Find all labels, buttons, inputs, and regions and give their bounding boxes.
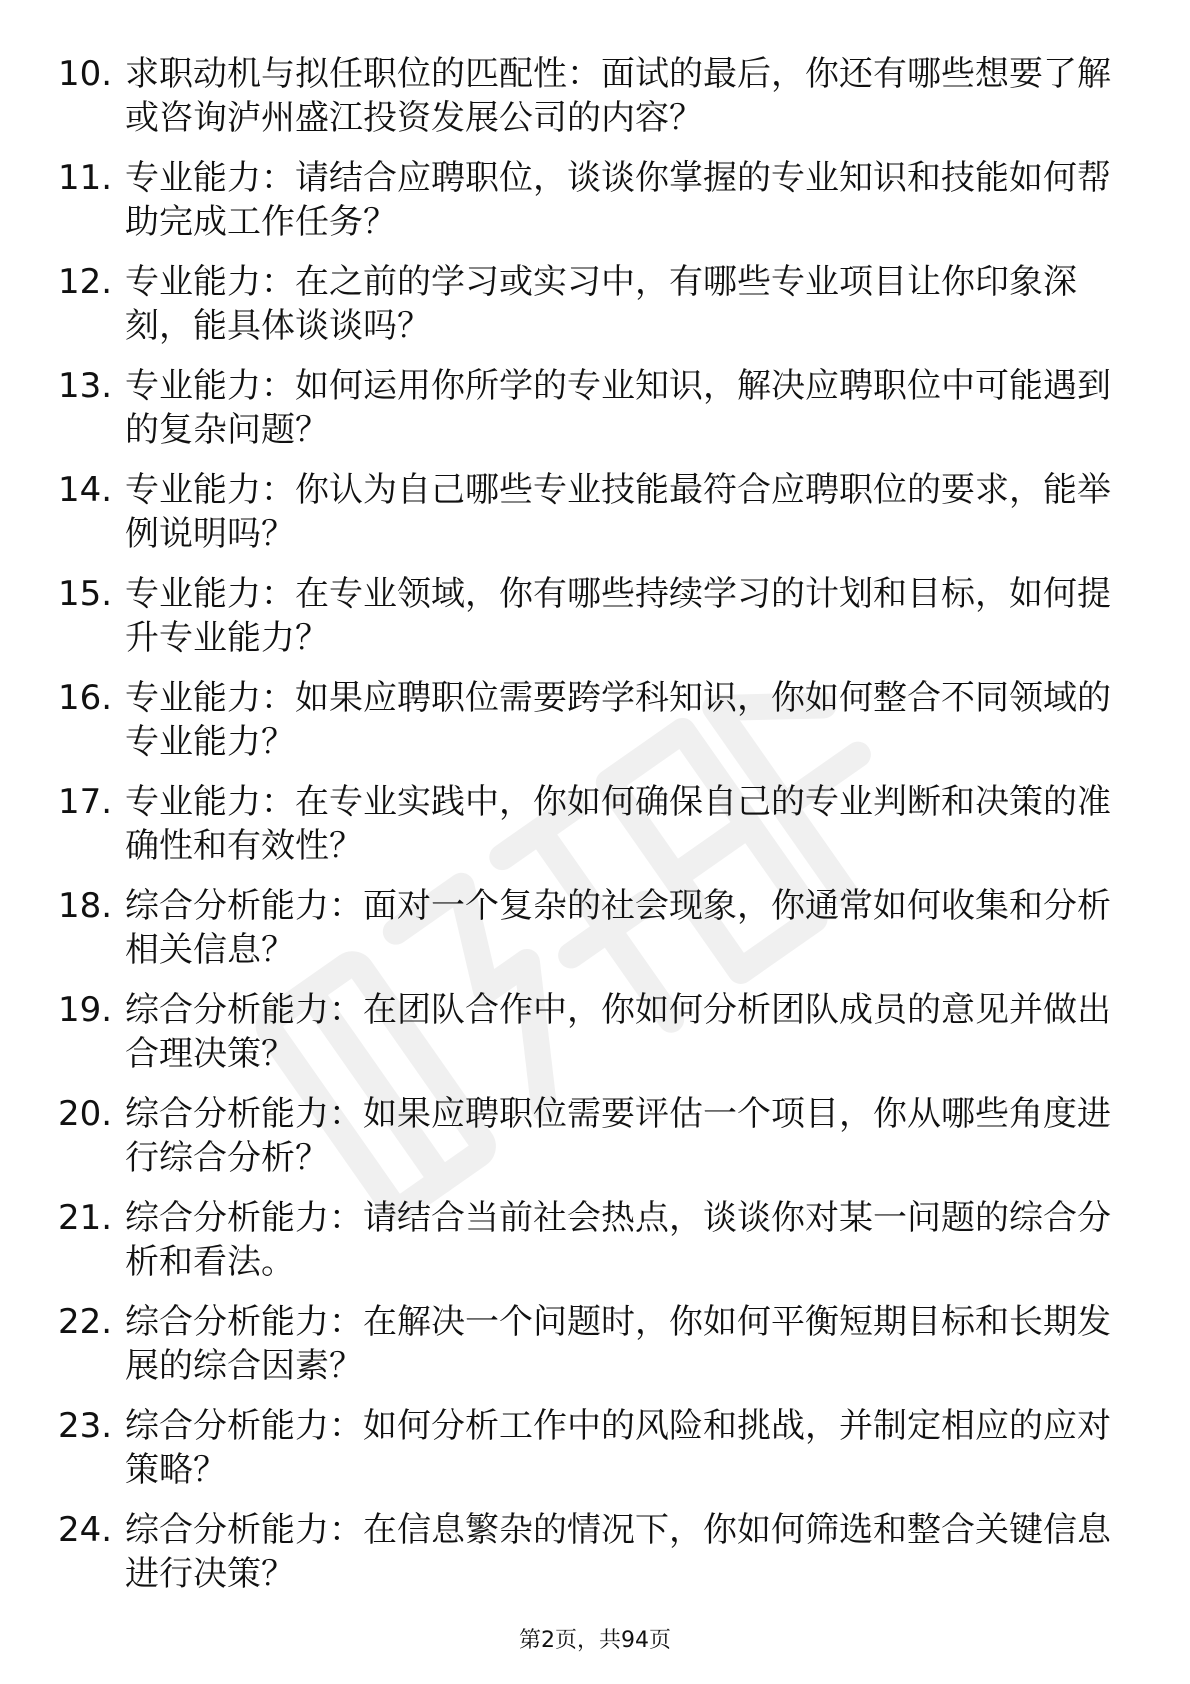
question-item [58,572,1118,676]
question-item [58,364,1118,468]
question-text: 专业能力：请结合应聘职位，谈谈你掌握的专业知识和技能如何帮助完成工作任务？ [125,158,1111,242]
question-text: 综合分析能力：如何分析工作中的风险和挑战，并制定相应的应对策略？ [125,1406,1111,1490]
question-item [58,988,1118,1092]
question-text: 综合分析能力：在信息繁杂的情况下，你如何筛选和整合关键信息进行决策？ [125,1510,1111,1594]
question-text: 专业能力：在专业领域，你有哪些持续学习的计划和目标，如何提升专业能力？ [125,574,1111,658]
question-item [58,1092,1118,1196]
question-number: 22. [58,1302,113,1342]
question-item [58,260,1118,364]
page-number-footer: 第2页，共94页 [519,1628,671,1653]
question-number: 11. [58,158,113,198]
question-number: 17. [58,782,113,822]
question-number: 16. [58,678,113,718]
question-number: 15. [58,574,113,614]
question-item [58,1508,1118,1612]
question-text: 求职动机与拟任职位的匹配性：面试的最后，你还有哪些想要了解或咨询泸州盛江投资发展公司的内容？ [125,54,1111,138]
question-number: 23. [58,1406,113,1446]
question-text: 专业能力：你认为自己哪些专业技能最符合应聘职位的要求，能举例说明吗？ [125,470,1111,554]
question-list [58,52,1118,1612]
question-number: 18. [58,886,113,926]
question-text: 综合分析能力：在解决一个问题时，你如何平衡短期目标和长期发展的综合因素？ [125,1302,1111,1386]
question-text: 综合分析能力：如果应聘职位需要评估一个项目，你从哪些角度进行综合分析？ [125,1094,1111,1178]
question-item [58,156,1118,260]
question-number: 12. [58,262,113,302]
question-number: 10. [58,54,113,94]
question-text: 专业能力：如果应聘职位需要跨学科知识，你如何整合不同领域的专业能力？ [125,678,1111,762]
question-number: 13. [58,366,113,406]
question-text: 专业能力：在之前的学习或实习中，有哪些专业项目让你印象深刻，能具体谈谈吗？ [125,262,1077,346]
question-item [58,1196,1118,1300]
question-number: 21. [58,1198,113,1238]
question-text: 综合分析能力：在团队合作中，你如何分析团队成员的意见并做出合理决策？ [125,990,1111,1074]
question-text: 专业能力：如何运用你所学的专业知识，解决应聘职位中可能遇到的复杂问题？ [125,366,1111,450]
question-item [58,884,1118,988]
question-number: 14. [58,470,113,510]
question-item [58,52,1118,156]
question-number: 19. [58,990,113,1030]
question-item [58,1404,1118,1508]
question-item [58,780,1118,884]
question-item [58,676,1118,780]
question-text: 综合分析能力：面对一个复杂的社会现象，你通常如何收集和分析相关信息？ [125,886,1111,970]
question-text: 综合分析能力：请结合当前社会热点，谈谈你对某一问题的综合分析和看法。 [125,1198,1111,1282]
question-number: 20. [58,1094,113,1134]
question-item [58,468,1118,572]
question-text: 专业能力：在专业实践中，你如何确保自己的专业判断和决策的准确性和有效性？ [125,782,1111,866]
question-number: 24. [58,1510,113,1550]
question-item [58,1300,1118,1404]
